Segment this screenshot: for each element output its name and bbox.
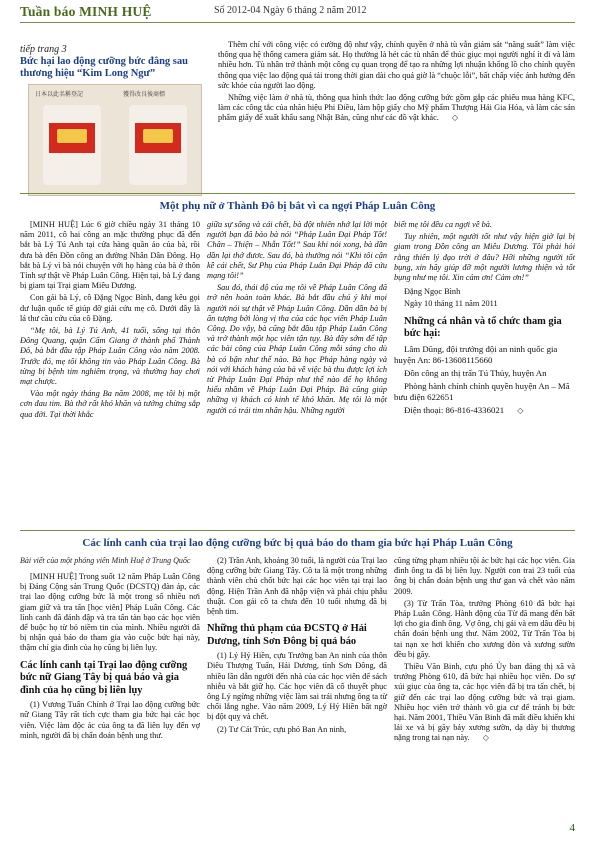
perpetrators-heading: Những cá nhân và tổ chức tham gia bức hại: [404, 315, 562, 340]
article-title-kim-long-ngu: Bức hại lao động cưỡng bức đằng sau thương hiệu “Kim Long Ngư” [20, 56, 188, 79]
top-article-body [218, 40, 575, 126]
header-divider [20, 22, 575, 23]
article3-col1 [20, 556, 200, 743]
brand-logo-icon [57, 129, 87, 143]
perpetrator-line: Đồn công an thị trấn Tú Thủy, huyện An [404, 367, 547, 378]
article2-col3 [394, 220, 575, 418]
section-divider [20, 530, 575, 531]
signature-date: Ngày 10 tháng 11 năm 2011 [404, 299, 498, 309]
bottle-label-red [135, 123, 181, 153]
paragraph: Tuy nhiên, một người tốt như vậy hiện giờ lại bị giam trong Đồn công an Miêu Dương. Tôi phải hỏi rằng thiên lý đạo trời ở đâu? Hỡi những người tốt bụng, xin hãy giúp đỡ một người lương thiện và tốt bụng như mẹ tôi. Xin cảm ơn! Cảm ơn!” [394, 232, 575, 283]
issue-info: Số 2012-04 Ngày 6 tháng 2 năm 2012 [214, 5, 367, 16]
perpetrator-line [394, 405, 575, 416]
article3-intro [20, 572, 200, 654]
subheading-jiangxi: Các lính canh tại Trại lao động cưỡng bức nữ Giang Tây bị quả báo và gia đình của họ cũng bị liên lụy [20, 659, 188, 696]
paragraph: [MINH HUỆ] Lúc 6 giờ chiều ngày 31 tháng 10 năm 2011, cô hai công an mặc thường phục đã đến bắt bà Lý Tú Anh tại cửa hàng quần áo của bà, rồi đưa bà đến Đồn công an đường Nhân Dân Đông. Họ bắt bà Lý vì bà nói chuyện với họ hàng của bà ở thôn Tỉnh sự thật về Pháp Luân Công. Hiện tại, bà Lý đang bị giam tại Trại giam Miêu Dương. [20, 220, 200, 291]
article-title-labor-camp-guards: Các lính canh của trại lao động cưỡng bức bị quả báo do tham gia bức hại Pháp Luân Công [82, 537, 513, 549]
section-divider [20, 193, 575, 194]
article3-col2-top [207, 556, 387, 617]
paragraph: “Mẹ tôi, bà Lý Tú Anh, 41 tuổi, sống tại thôn Đông Quang, quận Cẩm Giang ở thành phố Thành Đô, bà bắt đầu tập Pháp Luân Công vào năm 2008. Trước đó, mẹ tôi không tin vào Pháp Luân Công. Bà từng bị bệnh tim nghiêm trọng, và thường hay chơi mạt chược. [20, 326, 200, 387]
article2-col1 [20, 220, 200, 422]
signature-name: Đặng Ngọc Bình [404, 287, 461, 297]
perpetrators-list [394, 344, 575, 416]
paragraph: Sau đó, thái độ của mẹ tôi về Pháp Luân Công đã trở nên hoàn toàn khác. Bà bắt đầu chú ý khi mọi người nói sự thật về Pháp Luân Công. Dần dần bà bị ấn tượng bởi lòng vị tha của các học viên Pháp Luân Công. Do vậy, bà cũng bắt đầu tập Pháp Luân Công và trở thành một học viên tận tụy. Bà đây sớm để tập các bài công của Pháp Luân Công mỗi sáng cho dù bà có bận như thế nào. Bà học Pháp hàng ngày và nói với khách hàng của bà về việc bà thu được lợi ích từ Pháp Luân Đại Pháp như thế nào để họ không hiểu nhầm về Pháp Luân Đại Pháp. Bà cũng giúp những vị khách có kinh tế khó khăn. Mẹ tôi là một người có trái tim nhân hậu. Những người [207, 283, 387, 415]
bottle-label-red [49, 123, 95, 153]
article3-col2-after [207, 651, 387, 735]
phone-text: Điện thoại: 86-816-4336021 [404, 404, 505, 415]
article3-col3 [394, 556, 575, 746]
byline: Bài viết của một phóng viên Minh Huệ ở Trung Quốc [20, 556, 191, 565]
paragraph: giữa sự sống và cái chết, bà đột nhiên nhớ lại lời một người bạn đã bảo bà nói “Pháp Luân Đại Pháp Tốt! Chân – Thiện – Nhẫn Tốt!” Sau khi nói xong, bà dần dần lại thở đươc. Sau đó, bà thường nói “Khi tôi cận kề cái chết, Sư Phụ của Pháp Luân Đại Pháp đã cứu mạng tôi!” [207, 220, 387, 281]
paragraph: (1) Vương Tuấn Chính ở Trại lao động cưỡng bức nữ Giang Tây rất tích cực tham gia bức hại các học viên. Việc làm độc ác của ông ta đã liên lụy đến vợ mình, người đã bị chẩn đoán bệnh ung thư. [20, 700, 200, 740]
paragraph: biết mẹ tôi đều ca ngợi về bà. [394, 220, 492, 229]
end-diamond-icon: ◇ [482, 733, 489, 743]
paragraph: Con gái bà Lý, cô Đặng Ngọc Bình, đang kêu gọi dư luận quốc tế giúp đỡ giải cứu mẹ cô. Dưới đây là lá thư cầu cứu của cô Đặng. [20, 293, 200, 323]
photo-caption-left: 日本以此名稱登記 [35, 92, 84, 98]
paragraph: (1) Lý Hỷ Hiền, cựu Trưởng ban An ninh của thôn Diêu Thượng Tuấn, Hải Dương, tỉnh Sơn Đông, đã nhiều lần dẫn người đến nhà của các học viên để sách nhiễu và bắt giữ họ. Các học viên đã cố thuyết phục ông Lý ngừng những việc làm sai trái nhưng ông ta từ chối lắng nghe. Vào năm 2009, Lý Hỷ Hiền bất ngờ bị đột quỵ và chết. [207, 651, 387, 722]
paragraph: (3) Từ Trấn Tòa, trưởng Phòng 610 đã bức hại Pháp Luân Công. Hành động của Từ đã mang đến bất lợi cho gia đình ông. Vợ ông, chị gái và em dâu đều bị chẩn đoán bệnh ung thư. Năm 2002, Từ Trấn Tòa bị tai nạn xe hơi khiến cho xương đòn và xương sườn đều bị gãy. [394, 598, 575, 659]
article3-col2 [207, 556, 387, 737]
paragraph-text: Những việc làm ở nhà tù, thông qua hình thức lao động cưỡng bức gồm gắp các phiếu mua hàng KFC, làm các công tắc của nhãn hiệu Phi Điều, làm hộp giấy cho Mỹ phẩm Thượng Hải Gia Hóa, và làm các sản phẩm giấy để xuất khẩu sang Nhật Bản, cũng như các đồ vật khác. [218, 93, 575, 123]
paragraph: (2) Trần Anh, khoảng 30 tuổi, là người của Trại lao động cưỡng bức Giang Tây. Cô ta là một trong những thành viên chủ chốt bức hại các học viên tại trại lao động. Hiện Trần Anh đã nhập viện và phải chịu phẫu thuật. Con gái cô ta chưa đến 10 tuổi nhưng đã bị bệnh tim. [207, 556, 387, 617]
signature [394, 287, 575, 309]
paragraph: Vào một ngày tháng Ba năm 2008, mẹ tôi bị một cơn đau tim. Bà thở rất khó khăn và tưởng chừng sắp qua đời. Tại thời khắc [20, 389, 200, 419]
paragraph: Thêm chí với công việc có cường độ như vậy, chính quyền ở nhà tù vẫn giám sát “năng suất” làm việc thông qua hệ thống camera giám sát. Họ thường là hét các tù nhân để thúc giục mọi người nghỉ ít đi và làm nhiều hơn. Tù nhân trở thành một công cụ quan trọng để tạo ra những lợi nhuận khổng lồ cho chính quyền thông qua việc lao động quá tải trong thời gian dài cho quá giờ là “chuộc lỗi”, bất chấp việc ảnh hưởng đến sức khỏe của người lao động. [218, 40, 575, 90]
paragraph [218, 93, 575, 124]
oil-bottle-right [129, 105, 187, 185]
paragraph [394, 662, 575, 744]
continued-from-label: tiếp trang 3 [20, 44, 67, 55]
brand-logo-icon [143, 129, 173, 143]
subheading-haiyang: Những thủ phạm của ĐCSTQ ở Hải Dương, tỉnh Sơn Đông bị quả báo [207, 623, 367, 647]
end-diamond-icon: ◇ [451, 113, 458, 123]
end-diamond-icon: ◇ [517, 405, 524, 415]
paragraph: cũng từng phạm nhiều tội ác bức hại các học viên. Gia đình ông ta đã bị liên lụy. Người con trai 23 tuổi của ông bị chẩn đoán bệnh ung thư gan và chết vào năm 2009. [394, 556, 575, 596]
photo-caption-right: 獲得改良後商標 [123, 92, 166, 98]
page-number: 4 [569, 822, 575, 834]
letter-end [394, 220, 575, 283]
article2-col2 [207, 220, 387, 418]
paragraph-text: Thiều Văn Binh, cựu phó Ủy ban đảng thị xã và trưởng Phòng 610, đã bức hại nhiều học viên. Do sự xúi giục của ông ta, các học viên đã bị tra tấn chết, bị giữ đến các trại lao động cưỡng bức và trại giam. Nhiều học viên trở thành vô gia cư để tránh bị bức hại. Năm 2001, Thiều Văn Binh đã mất điều khiển khi lái xe và bị gãy bảy xương sườn, dạ dày bị thương nặng trong tai nạn này. [394, 662, 575, 743]
article-title-thanh-do: Một phụ nữ ở Thành Đô bị bắt vì ca ngợi Pháp Luân Công [159, 200, 436, 212]
oil-bottle-left [43, 105, 101, 185]
paragraph: [MINH HUỆ] Trong suốt 12 năm Pháp Luân Công bị Đảng Cộng sản Trung Quốc (ĐCSTQ) đàn áp, các trại lao động cưỡng bức là một trong số nhiều nơi giam giữ và tra tấn [học viên] Pháp Luân Công. Các lính canh đã đánh đập và tra tấn tàn bạo các học viên để buộc họ từ bỏ niềm tin của mình. Nhiều người đã bị nhận quả báo do tham gia vào cuộc bức hại này, thậm chí gia đình của họ cũng bị liên lụy. [20, 572, 200, 653]
perpetrator-line: Lâm Dũng, đội trưởng đội an ninh quốc gia huyện An: 86-13608115660 [394, 343, 558, 365]
paragraph: (2) Tư Cát Trúc, cựu phó Ban An ninh, [217, 724, 347, 734]
perpetrator-line: Phòng hành chính chính quyền huyện An – Mã bưu điện 622651 [394, 380, 570, 402]
product-photo [28, 84, 202, 196]
article3-col1-after [20, 700, 200, 741]
newsletter-title: Tuần báo MINH HUỆ [20, 4, 152, 19]
